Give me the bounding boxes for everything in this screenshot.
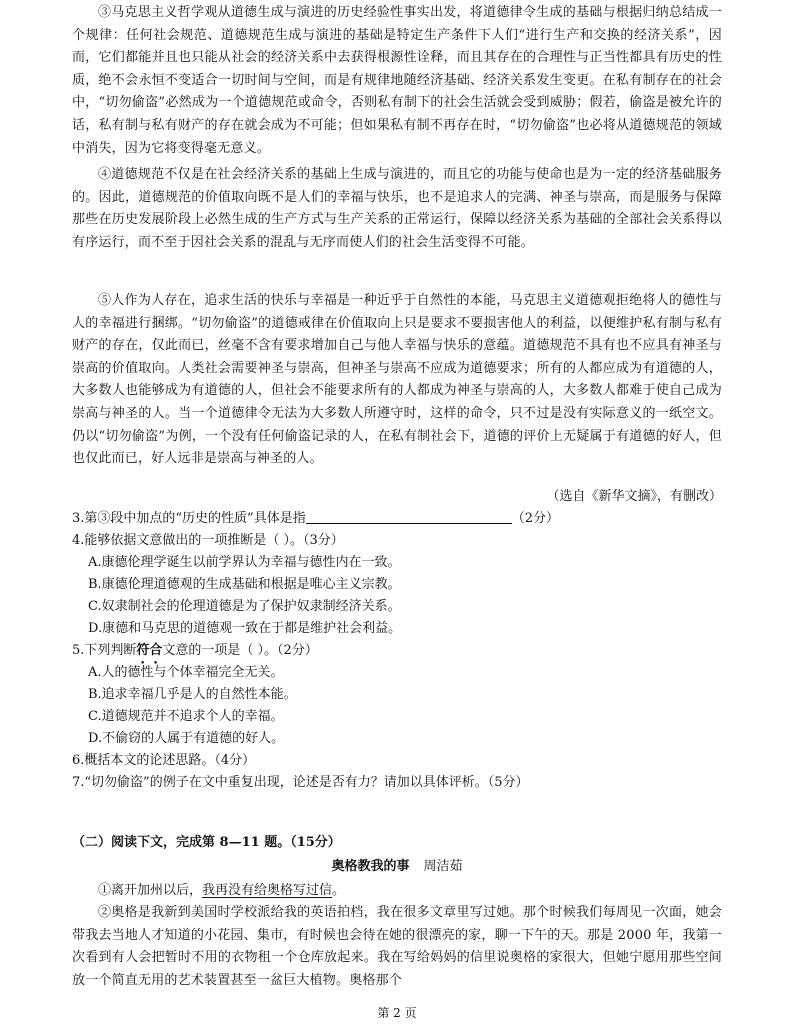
question-4-option-a: A.康德伦理学诞生以前学界认为幸福与德性内在一致。 (88, 555, 401, 570)
story-title: 奥格教我的事 (331, 859, 410, 874)
story-paragraph-2: ②奥格是我新到美国时学校派给我的英语拍档，我在很多文章里写过她。那个时候我们每周见一次面，她会带我去当地人才知道的小花园、集市，有时候也会待在她的很漂亮的家，聊一下午的天。那是 2000 年，我第一次看到有人会把暂时不用的衣物租一个仓库放起来。我在写给妈妈的信里说奥格的家很大，但她宁愿用那些空间放一个简直无用的艺术装置甚至一盆巨大植物。奥格那个 (72, 905, 722, 988)
story-paragraph-1-prefix: ①离开加州以后， (98, 883, 203, 898)
question-5-option-c: C.道德规范并不追求个人的幸福。 (88, 709, 284, 724)
question-5-keyword: 符合 (136, 643, 163, 658)
question-3-score: （2分） (511, 511, 559, 526)
article-source: （选自《新华文摘》，有删改） (546, 489, 722, 504)
answer-blank[interactable] (306, 509, 512, 524)
question-5-option-d: D.不偷窃的人属于有道德的好人。 (88, 731, 285, 746)
article-paragraph-3: ③马克思主义哲学观从道德生成与演进的历史经验性事实出发，将道德律令生成的基础与根据归纳总结成一个规律：任何社会规范、道德规范生成与演进的基础是特定生产条件下人们“进行生产和交换的经济关系”，因而，它们都能并且也只能从社会的经济关系中去获得根源性诠释，而且其存在的合理性与正当性都具有历史的性质，绝不会永恒不变适合一切时间与空间，而是有规律地随经济基础、经济关系发生变更。在私有制存在的社会中，“切勿偷盗”必然成为一个道德规范或命令，否则私有制下的社会生活就会受到威胁；假若，偷盗是被允许的话，私有制与私有财产的存在就会成为不可能；但如果私有制不再存在时，“切勿偷盗”也必将从道德规范的领域中消失，因为它将变得毫无意义。 (72, 5, 722, 156)
page-number: 第 2 页 (377, 1006, 417, 1020)
question-4-option-c: C.奴隶制社会的伦理道德是为了保护奴隶制经济关系。 (88, 599, 401, 614)
question-4-stem: 4.能够依据文意做出的一项推断是（ ）。（3分） (72, 533, 344, 548)
article-paragraph-4: ④道德规范不仅是在社会经济关系的基础上生成与演进的，而且它的功能与使命也是为一定的经济基础服务的。因此，道德规范的价值取向既不是人们的幸福与快乐，也不是追求人的完满、神圣与崇高，而是服务与保障那些在历史发展阶段上必然生成的生产方式与生产关系的正常运行，保障以经济关系为基础的全部社会关系得以有序运行，而不至于因社会关系的混乱与无序而使人们的社会生活变得不可能。 (72, 167, 722, 250)
question-3 (72, 508, 559, 530)
question-7: 7.“切勿偷盗”的例子在文中重复出现，论述是否有力？请加以具体评析。（5分） (72, 775, 529, 790)
question-5-prefix: 5.下列判断 (72, 643, 137, 658)
story-underlined-sentence: 我再没有给奥格写过信 (202, 883, 333, 898)
question-5-option-b: B.追求幸福几乎是人的自然性本能。 (88, 687, 297, 702)
question-4-option-b: B.康德伦理道德观的生成基础和根据是唯心主义宗教。 (88, 577, 401, 592)
story-author: 周洁茹 (423, 859, 463, 874)
question-6: 6.概括本文的论述思路。（4分） (72, 753, 256, 768)
question-5-option-a: A.人的德性与个体幸福完全无关。 (88, 665, 284, 680)
section-2-heading: （二）阅读下文，完成第 8—11 题。（15分） (72, 835, 341, 850)
question-3-text: 3.第③段中加点的“历史的性质”具体是指 (72, 511, 306, 526)
story-paragraph-1-suffix: 。 (332, 883, 346, 898)
story-paragraph-1 (72, 880, 345, 902)
question-4-option-d: D.康德和马克思的道德观一致在于都是维护社会利益。 (88, 621, 402, 636)
story-title-line (0, 856, 794, 878)
question-5-suffix: 文意的一项是（ ）。（2分） (162, 643, 318, 658)
article-paragraph-5: ⑤人作为人存在，追求生活的快乐与幸福是一种近乎于自然性的本能，马克思主义道德观拒绝将人的德性与人的幸福进行捆绑。“切勿偷盗”的道德戒律在价值取向上只是要求不要损害他人的利益，以便维护私有制与私有财产的存在，仅此而已，丝毫不含有要求增加自己与他人幸福与快乐的意蕴。道德规范不具有也不应具有神圣与崇高的价值取向。人类社会需要神圣与崇高，但神圣与崇高不应成为道德要求；所有的人都应成为有道德的人，大多数人也能够成为有道德的人，但社会不能要求所有的人都成为神圣与崇高的人，大多数人都难于使自己成为崇高与神圣的人。当一个道德律令无法为大多数人所遵守时，这样的命令，只不过是没有实际意义的一纸空文。仍以“切勿偷盗”为例，一个没有任何偷盗记录的人，在私有制社会下，道德的评价上无疑属于有道德的好人，但也仅此而已，好人远非是崇高与神圣的人。 (72, 293, 722, 467)
